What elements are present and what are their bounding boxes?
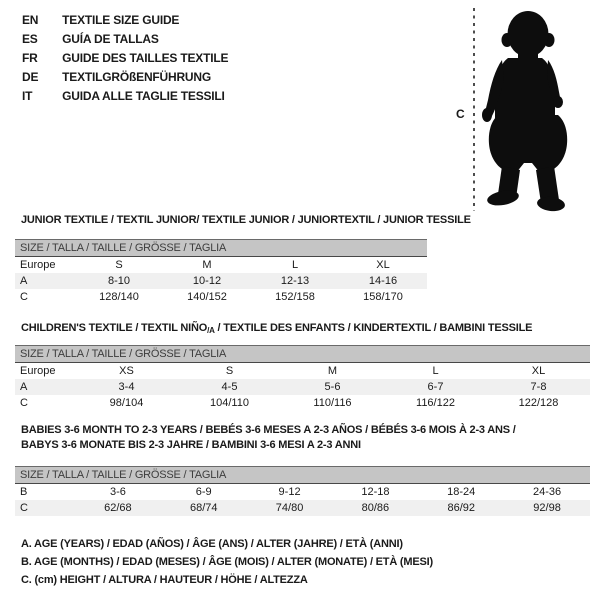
row-label: C <box>20 502 28 514</box>
value-cell: 4-5 <box>221 381 238 393</box>
size-cell: M <box>202 259 212 271</box>
language-row-es <box>22 30 228 49</box>
row-label: B <box>20 486 28 498</box>
size-row-c <box>15 500 590 516</box>
language-title: GUIDA ALLE TAGLIE TESSILI <box>62 89 225 103</box>
children-title-post: / TEXTILE DES ENFANTS / KINDERTEXTIL / BAMBINI TESSILE <box>214 322 533 334</box>
value-cell: 6-7 <box>427 381 444 393</box>
language-code: DE <box>22 70 39 84</box>
value-cell: 3-4 <box>118 381 135 393</box>
value-cell: 14-16 <box>368 275 398 287</box>
value-cell: 7-8 <box>530 381 547 393</box>
language-list <box>22 11 228 106</box>
value-cell: 18-24 <box>447 486 476 498</box>
note-height: C. (cm) HEIGHT / ALTURA / HAUTEUR / HÖHE / ALTEZZA <box>21 574 308 586</box>
language-row-en <box>22 11 228 30</box>
language-code: FR <box>22 51 38 65</box>
babies-section-title <box>21 423 516 453</box>
value-cell: 24-36 <box>532 486 562 498</box>
value-cell: 12-13 <box>280 275 310 287</box>
junior-size-table <box>15 239 427 305</box>
row-label: A <box>20 381 28 393</box>
value-cell: 104/110 <box>210 397 249 409</box>
size-header-bar: SIZE / TALLA / TAILLE / GRÖSSE / TAGLIA <box>15 466 590 484</box>
value-cell: 80/86 <box>361 502 390 514</box>
language-row-fr <box>22 49 228 68</box>
value-cell: 140/152 <box>187 291 227 303</box>
row-label: C <box>20 397 28 409</box>
size-row-c <box>15 289 427 305</box>
note-age-months: B. AGE (MONTHS) / EDAD (MESES) / ÂGE (MOIS) / ALTER (MONATE) / ETÀ (MESI) <box>21 556 433 568</box>
value-cell: 116/122 <box>416 397 455 409</box>
junior-section-title: JUNIOR TEXTILE / TEXTIL JUNIOR/ TEXTILE JUNIOR / JUNIORTEXTIL / JUNIOR TESSILE <box>21 214 471 226</box>
size-header-row <box>15 363 590 379</box>
babies-title-line2: BABYS 3-6 MONATE BIS 2-3 JAHRE / BAMBINI 3-6 MESI A 2-3 ANNI <box>21 439 361 451</box>
size-row-a <box>15 379 590 395</box>
value-cell: 128/140 <box>99 291 139 303</box>
language-code: IT <box>22 89 33 103</box>
value-cell: 86/92 <box>447 502 475 514</box>
value-cell: 9-12 <box>278 486 301 498</box>
language-row-it <box>22 87 228 106</box>
size-row-a <box>15 273 427 289</box>
size-row-b <box>15 484 590 500</box>
size-cell: M <box>327 365 338 377</box>
children-title-sub: /A <box>207 326 215 335</box>
value-cell: 12-18 <box>361 486 390 498</box>
size-cell: S <box>115 259 123 271</box>
value-cell: 98/104 <box>109 397 144 409</box>
size-header-bar: SIZE / TALLA / TAILLE / GRÖSSE / TAGLIA <box>15 345 590 363</box>
language-title: TEXTILGRÖßENFÜHRUNG <box>62 70 212 84</box>
size-cell: XL <box>376 259 390 271</box>
row-label: A <box>20 275 28 287</box>
value-cell: 158/170 <box>363 291 403 303</box>
note-age-years: A. AGE (YEARS) / EDAD (AÑOS) / ÂGE (ANS) / ALTER (JAHRE) / ETÀ (ANNI) <box>21 538 403 550</box>
children-title-pre: CHILDREN'S TEXTILE / TEXTIL NIÑO <box>21 322 208 334</box>
region-label: Europe <box>20 259 56 271</box>
value-cell: 3-6 <box>109 486 126 498</box>
language-title: TEXTILE SIZE GUIDE <box>62 13 180 27</box>
value-cell: 68/74 <box>189 502 218 514</box>
baby-silhouette-shape <box>482 11 567 212</box>
value-cell: 62/68 <box>104 502 132 514</box>
size-cell: S <box>225 365 234 377</box>
babies-title-line1: BABIES 3-6 MONTH TO 2-3 YEARS / BEBÉS 3-6 MESES A 2-3 AÑOS / BÉBÉS 3-6 MOIS À 2-3 ANS / <box>21 424 516 436</box>
children-section-title <box>21 322 532 335</box>
language-title: GUIDE DES TAILLES TEXTILE <box>62 51 229 65</box>
language-code: ES <box>22 32 38 46</box>
value-cell: 92/98 <box>533 502 561 514</box>
value-cell: 152/158 <box>275 291 315 303</box>
size-header-row <box>15 257 427 273</box>
value-cell: 8-10 <box>107 275 131 287</box>
region-label: Europe <box>20 365 56 377</box>
language-row-de <box>22 68 228 87</box>
size-cell: L <box>432 365 439 377</box>
row-label: C <box>20 291 28 303</box>
legend-notes <box>21 535 433 589</box>
baby-silhouette-icon <box>440 0 600 226</box>
value-cell: 5-6 <box>324 381 341 393</box>
value-cell: 110/116 <box>313 397 352 409</box>
size-cell: XS <box>119 365 134 377</box>
children-size-table <box>15 345 590 411</box>
size-cell: L <box>291 259 299 271</box>
size-cell: XL <box>531 365 546 377</box>
value-cell: 10-12 <box>192 275 222 287</box>
value-cell: 122/128 <box>518 397 559 409</box>
value-cell: 6-9 <box>195 486 212 498</box>
height-measure-label: C <box>456 107 465 121</box>
value-cell: 74/80 <box>275 502 304 514</box>
size-row-c <box>15 395 590 411</box>
size-header-bar: SIZE / TALLA / TAILLE / GRÖSSE / TAGLIA <box>15 239 427 257</box>
language-title: GUÍA DE TALLAS <box>62 32 159 46</box>
babies-size-table <box>15 466 590 516</box>
language-code: EN <box>22 13 39 27</box>
